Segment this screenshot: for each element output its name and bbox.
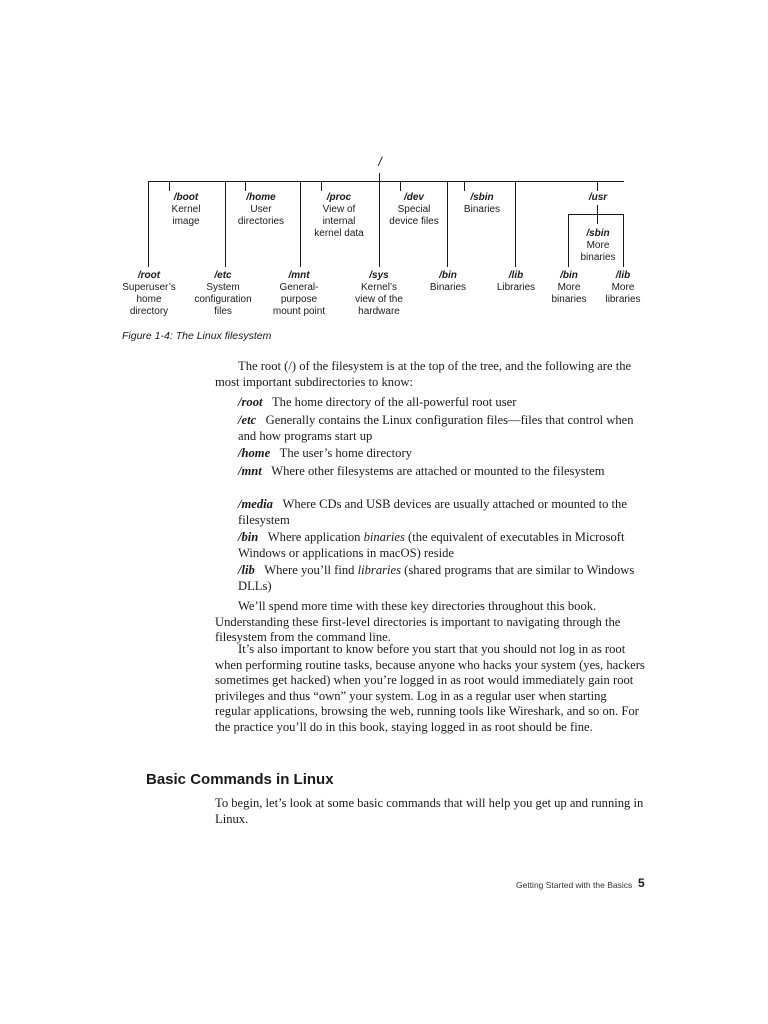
tree-line xyxy=(568,214,624,215)
tree-node-lib: /lib Libraries xyxy=(496,270,536,293)
tree-node-mnt: /mnt General- purpose mount point xyxy=(272,270,326,317)
tree-node-proc: /proc View of internal kernel data xyxy=(314,192,364,239)
figure-caption: Figure 1-4: The Linux filesystem xyxy=(122,330,272,342)
tree-node-root: /root Superuser’s home directory xyxy=(122,270,176,317)
tree-node-dev: /dev Special device files xyxy=(389,192,439,227)
tree-node-home: /home User directories xyxy=(237,192,285,227)
tree-line xyxy=(148,181,149,267)
running-footer-title: Getting Started with the Basics xyxy=(516,880,633,890)
tree-line xyxy=(321,181,322,191)
root-warning-paragraph: It’s also important to know before you start that you should not log in as root when performing routine tasks, because anyone who hacks your system (yes, hackers sometimes get hacked) when you’re logged in as root would immediately gain root privileges and thus “own” your system. Log in as a regular user when starting regular applications, browsing the web, running tools like Wireshark, and so on. For the practice you’ll do in this book, staying logged in as root should be fine. xyxy=(215,642,645,734)
tree-line xyxy=(597,214,598,224)
tree-line xyxy=(623,214,624,267)
tree-node-usr-bin: /bin More binaries xyxy=(551,270,587,305)
tree-line xyxy=(568,214,569,267)
tree-line xyxy=(400,181,401,191)
dir-entry-bin: /bin Where application binaries (the equivalent of executables in Microsoft Windows or applications in macOS) reside xyxy=(238,530,625,560)
tree-line xyxy=(464,181,465,191)
tree-node-sys: /sys Kernel’s view of the hardware xyxy=(355,270,403,317)
dir-entry-media: /media Where CDs and USB devices are usually attached or mounted to the filesystem xyxy=(238,497,627,527)
tree-node-usr-sbin: /sbin More binaries xyxy=(580,228,616,263)
tree-node-boot: /boot Kernel image xyxy=(171,192,201,227)
spend-paragraph: We’ll spend more time with these key directories throughout this book. Understanding these first-level directories is important to navigating through the filesystem from the command line. xyxy=(215,599,621,644)
dir-entry-home: /home The user’s home directory xyxy=(238,446,412,460)
tree-line xyxy=(225,181,226,267)
filesystem-tree-figure xyxy=(0,0,768,330)
tree-line xyxy=(515,181,516,267)
tree-node-sbin: /sbin Binaries xyxy=(463,192,501,215)
tree-line xyxy=(169,181,170,191)
dir-entry-mnt: /mnt Where other filesystems are attached or mounted to the filesystem xyxy=(238,464,605,478)
dir-entry-root: /root The home directory of the all-powerful root user xyxy=(238,395,517,409)
tree-line xyxy=(447,181,448,267)
tree-node-etc: /etc System configuration files xyxy=(194,270,252,317)
dir-entry-etc: /etc Generally contains the Linux configuration files—files that control when and how programs start up xyxy=(238,413,634,443)
begin-paragraph: To begin, let’s look at some basic commands that will help you get up and running in Linux. xyxy=(215,796,644,826)
dir-entry-lib: /lib Where you’ll find libraries (shared programs that are similar to Windows DLLs) xyxy=(238,563,635,593)
tree-line xyxy=(148,181,624,182)
tree-root-label: / xyxy=(378,154,382,169)
tree-line xyxy=(245,181,246,191)
intro-paragraph: The root (/) of the filesystem is at the top of the tree, and the following are the most important subdirectories to know: xyxy=(215,359,632,389)
page-number: 5 xyxy=(638,876,645,890)
tree-line xyxy=(597,181,598,191)
tree-line xyxy=(379,181,380,267)
tree-node-bin: /bin Binaries xyxy=(429,270,467,293)
tree-line xyxy=(300,181,301,267)
tree-node-usr: /usr xyxy=(588,192,608,203)
section-heading: Basic Commands in Linux xyxy=(146,771,334,788)
tree-node-usr-lib: /lib More libraries xyxy=(605,270,641,305)
